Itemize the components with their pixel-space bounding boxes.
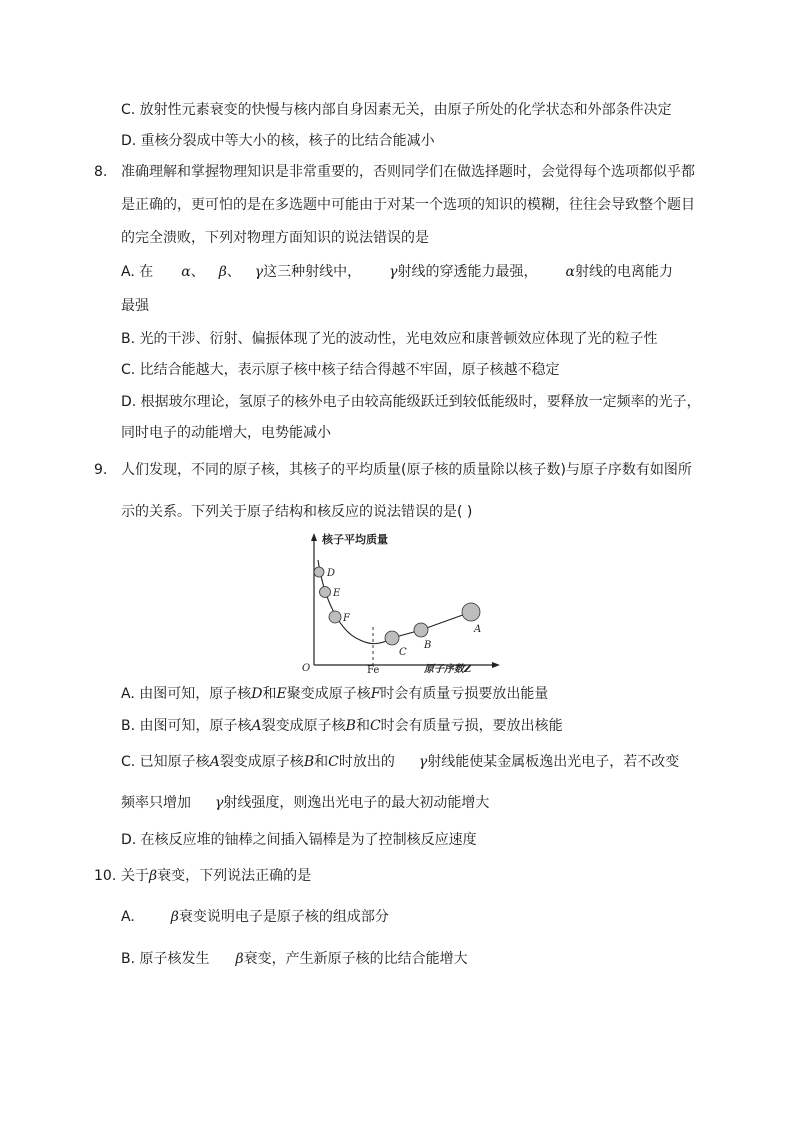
q9-option-b-text: 裂变成原子核: [261, 718, 346, 734]
q8-option-c: C. 比结合能越大，表示原子核中核子结合得越不牢固，原子核越不稳定: [121, 362, 560, 378]
q10-number: 10.: [94, 868, 117, 884]
point-a: [462, 603, 480, 621]
binding-curve-figure: [300, 530, 500, 675]
beta-symbol: β: [218, 264, 227, 280]
beta-symbol: β: [149, 868, 158, 884]
gamma-symbol: γ: [254, 264, 264, 280]
q9-number: 9.: [94, 462, 108, 478]
point-d-label: D: [327, 568, 336, 579]
gamma-symbol: γ: [389, 264, 398, 280]
y-axis-arrow: [311, 533, 317, 541]
q10-option-a: [121, 907, 389, 927]
q9-option-c-text: 射线能使某金属板逸出光电子，若不改变: [427, 754, 680, 770]
q8-number: 8.: [94, 164, 108, 180]
x-axis-arrow: [492, 662, 500, 668]
q8-stem-line2: 是正确的，更可怕的是在多选题中可能由于对某一个选项的知识的模糊，往往会导致整个题目: [121, 197, 695, 213]
nucleus-label: A: [209, 754, 220, 770]
y-axis-label: 核子平均质量: [322, 533, 388, 546]
q10-option-b-text: B. 原子核发生: [121, 951, 210, 967]
q8-option-a-text: A. 在: [121, 264, 154, 280]
q9-option-a-text: 时会有质量亏损要放出能量: [380, 686, 549, 702]
beta-symbol: β: [170, 909, 179, 925]
q9-option-a-text: 和: [262, 686, 277, 702]
q9-option-b-text: B. 由图可知，原子核: [121, 718, 252, 734]
nucleus-label: D: [251, 686, 263, 702]
q9-stem-line1: 人们发现，不同的原子核，其核子的平均质量(原子核的质量除以核子数)与原子序数有如图所: [121, 462, 692, 478]
q8-option-a-text: 这三种射线中，: [263, 264, 362, 280]
q10-option-a-text: 衰变说明电子是原子核的组成部分: [178, 909, 389, 925]
nucleus-label: B: [345, 718, 356, 734]
point-d: [314, 567, 324, 577]
nucleus-label: B: [303, 754, 315, 770]
q9-option-d: D. 在核反应堆的铀棒之间插入镉棒是为了控制核反应速度: [121, 832, 477, 848]
nucleus-label: C: [328, 754, 339, 770]
q8-option-a-text: 射线的穿透能力最强，: [397, 264, 538, 280]
q10-stem: [121, 866, 311, 886]
x-axis-label: 原子序数Z: [424, 664, 472, 675]
gamma-symbol: γ: [215, 795, 224, 811]
point-c: [385, 631, 399, 645]
q10-option-b: [121, 949, 468, 969]
q9-option-a: [121, 684, 548, 704]
gamma-symbol: γ: [418, 754, 428, 770]
q9-option-b-text: 和: [355, 718, 370, 734]
q9-option-a-text: 聚变成原子核: [286, 686, 371, 702]
nucleus-label: C: [369, 718, 381, 734]
alpha-symbol: α: [181, 264, 191, 280]
origin-label: O: [302, 663, 311, 674]
q7-option-c: C. 放射性元素衰变的快慢与核内部自身因素无关，由原子所处的化学状态和外部条件决定: [121, 102, 672, 118]
point-a-label: A: [474, 624, 482, 635]
point-f-label: F: [343, 613, 350, 624]
q9-option-c-text: 频率只增加: [121, 795, 191, 811]
nucleus-label: A: [251, 718, 262, 734]
fe-label: Fe: [367, 665, 380, 675]
nucleus-label: F: [370, 686, 381, 702]
beta-symbol: β: [235, 951, 244, 967]
q8-option-a-line1: [121, 262, 673, 282]
q10-stem-text: 关于: [121, 868, 149, 884]
q8-option-d-line1: D. 根据玻尔理论，氢原子的核外电子由较高能级跃迁到较低能级时，要释放一定频率的光子，: [121, 394, 701, 410]
q8-option-a-line2: 最强: [121, 298, 149, 314]
point-f: [329, 611, 341, 623]
q9-option-c-text: C. 已知原子核: [121, 754, 210, 770]
q9-option-b: [121, 716, 563, 736]
point-c-label: C: [399, 647, 407, 658]
q8-stem-line3: 的完全溃败，下列对物理方面知识的说法错误的是: [121, 230, 429, 246]
separator: 、: [226, 264, 241, 280]
q9-option-c-text: 射线强度，则逸出光电子的最大初动能增大: [223, 795, 490, 811]
q8-option-b: B. 光的干涉、衍射、偏振体现了光的波动性，光电效应和康普顿效应体现了光的粒子性: [121, 331, 658, 347]
q9-option-c-text: 和: [314, 754, 329, 770]
alpha-symbol: α: [565, 264, 576, 280]
q9-option-a-text: A. 由图可知，原子核: [121, 686, 252, 702]
q10-stem-text: 衰变，下列说法正确的是: [157, 868, 312, 884]
point-b-label: B: [424, 640, 432, 651]
q9-option-c-line1: [121, 752, 679, 772]
nucleus-label: E: [276, 686, 287, 702]
q7-option-d: D. 重核分裂成中等大小的核，核子的比结合能减小: [121, 133, 435, 149]
point-b: [414, 623, 428, 637]
q8-option-a-text: 射线的电离能力: [575, 264, 674, 280]
q10-option-a-text: A.: [121, 909, 135, 925]
separator: 、: [190, 264, 205, 280]
q10-option-b-text: 衰变，产生新原子核的比结合能增大: [243, 951, 468, 967]
q9-option-c-line2: [121, 793, 489, 813]
q9-stem-line2: 示的关系。下列关于原子结构和核反应的说法错误的是( ): [121, 504, 473, 520]
q9-option-c-text: 裂变成原子核: [219, 754, 304, 770]
q8-option-d-line2: 同时电子的动能增大，电势能减小: [121, 425, 331, 441]
q8-stem-line1: 准确理解和掌握物理知识是非常重要的，否则同学们在做选择题时，会觉得每个选项都似乎都: [121, 164, 695, 180]
point-e-label: E: [333, 588, 341, 599]
q9-option-c-text: 时放出的: [338, 754, 395, 770]
q9-option-b-text: 时会有质量亏损，要放出核能: [380, 718, 563, 734]
point-e: [320, 587, 331, 598]
